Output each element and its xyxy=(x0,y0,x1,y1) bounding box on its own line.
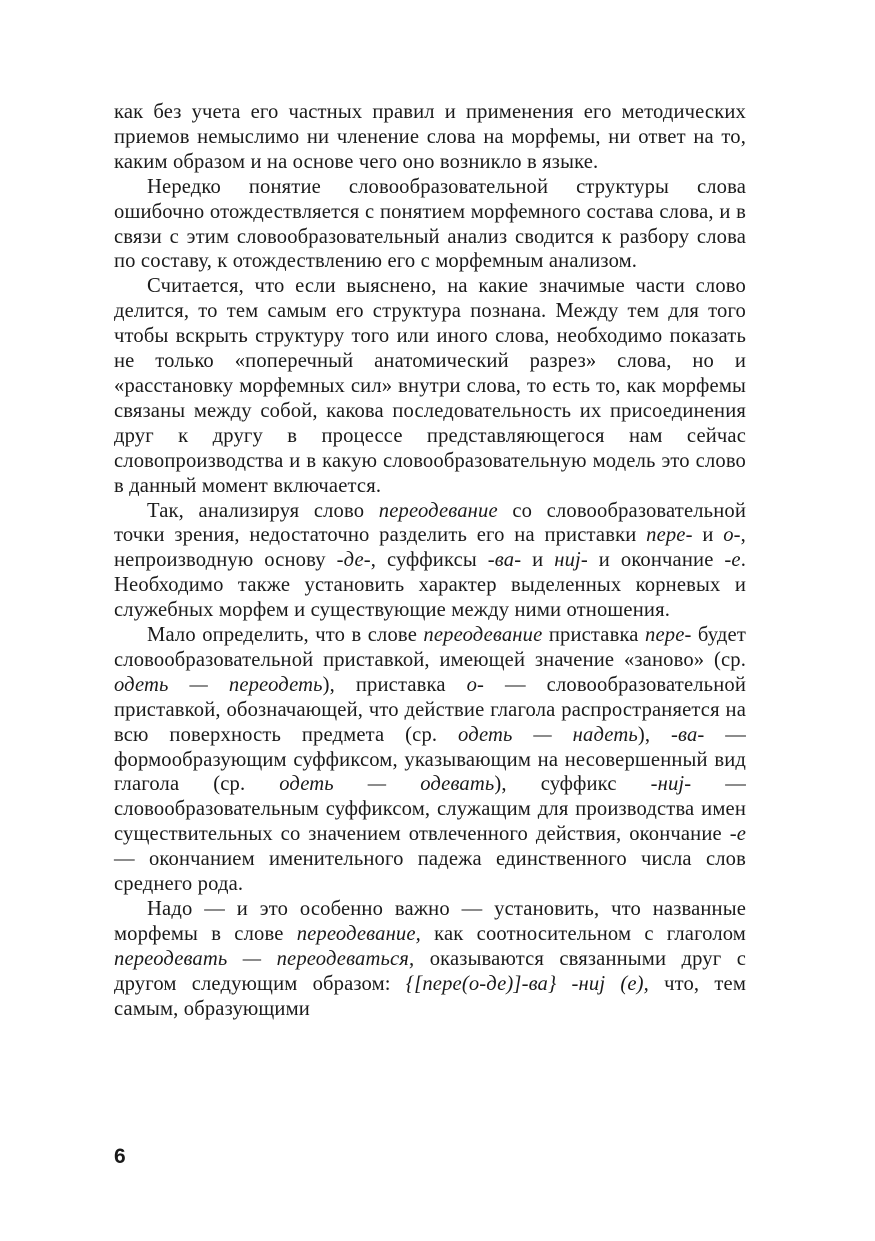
italic-term: переодевание xyxy=(423,624,543,647)
text-segment: — формообразующим суффиксом, указывающим на несовершенный вид глагола (ср. xyxy=(114,723,747,796)
page-number: 6 xyxy=(114,1145,126,1168)
text-segment: Нередко понятие словообразовательной структуры слова ошибочно отождествляется с понятием морфемного состава слова, и в связи с этим словообразовательный анализ сводится к разбору слова по составу, к отождествлению его с морфемным анализом. xyxy=(114,175,746,273)
text-segment: и xyxy=(692,524,724,547)
text-segment: и xyxy=(521,549,555,572)
text-segment: — словообразовательным суффиксом, служащим для производства имен существительных со значением отвлеченного действия, окончание xyxy=(114,773,747,846)
text-segment: . Необходимо также установить характер выделенных корневых и служебных морфем и существующие между ними отношения. xyxy=(114,549,747,622)
text-segment: как соотносительном с глаголом xyxy=(420,922,746,945)
text-segment: оказываются связанными друг с другом следующим образом: xyxy=(114,947,746,995)
italic-term: -е xyxy=(729,823,746,846)
text-segment: Считается, что если выяснено, на какие значимые части слово делится, то тем самым его структура познана. Между тем для того чтобы вскрыть структуру того или иного слова, необходимо показать не только «поперечный анатомический разрез» слова, но и «расстановку морфемных сил» внутри слова, то есть то, как морфемы связаны между собой, какова последовательность их присоединения друг к другу в процессе представляющегося нам сейчас словопроизводства и в какую словообразовательную модель это слово в данный момент включается. xyxy=(114,275,746,497)
text-segment: — словообразовательной приставкой, обозначающей, что действие глагола распространяется на всю поверхность предмета (ср. xyxy=(114,673,746,746)
text-segment: ), приставка xyxy=(322,673,467,696)
text-segment: будет словообразовательной приставкой, имеющей значение «заново» (ср. xyxy=(114,624,746,671)
italic-term: -ва- xyxy=(487,549,522,572)
text-segment: , непроизводную основу xyxy=(114,524,746,572)
text-segment: со словообразовательной точки зрения, недостаточно разделить его на приставки xyxy=(114,499,746,547)
paragraph-3 xyxy=(114,274,746,498)
text-segment: Мало определить, что в слове xyxy=(147,624,424,647)
italic-term: {[пере(о-де)]-ва} -нuj (е), xyxy=(405,972,649,995)
text-segment: приставка xyxy=(542,624,646,647)
italic-term: одеть — одевать xyxy=(279,773,495,796)
text-segment: Надо — и это особенно важно — установить, что названные морфемы в слове xyxy=(114,898,746,945)
text-segment: — окончанием именительного падежа единственного числа слов среднего рода. xyxy=(114,848,746,896)
italic-term: -ва- xyxy=(671,723,705,746)
italic-term: пере- xyxy=(646,524,693,547)
italic-term: о- xyxy=(466,673,485,696)
paragraph-6 xyxy=(114,897,746,1022)
italic-term: о- xyxy=(723,524,741,547)
text-segment: и окончание xyxy=(587,549,725,572)
italic-term: -нuj- xyxy=(650,773,692,796)
italic-term: одеть — переодеть xyxy=(114,673,323,696)
italic-term: пере- xyxy=(645,624,692,647)
text-segment: , суффиксы xyxy=(370,549,488,572)
text-segment: как без учета его частных правил и применения его методических приемов немыслимо ни членение слова на морфемы, ни ответ на то, каким образом и на основе чего оно возникло в языке. xyxy=(114,101,746,173)
paragraph-5 xyxy=(114,623,746,897)
text-segment: ), суффикс xyxy=(494,773,651,796)
italic-term: -де- xyxy=(336,549,371,572)
paragraph-4 xyxy=(114,499,746,624)
paragraph-2 xyxy=(114,175,746,275)
italic-term: -е xyxy=(724,549,741,572)
italic-term: одеть — надеть xyxy=(458,723,638,746)
italic-term: переодевание xyxy=(378,499,498,522)
text-segment: что, тем самым, образующими xyxy=(114,972,746,1020)
paragraph-1 xyxy=(114,100,746,175)
italic-term: переодевание, xyxy=(296,922,421,945)
page-body xyxy=(114,100,746,1022)
italic-term: нuj- xyxy=(554,549,588,572)
italic-term: переодевать — переодеваться, xyxy=(114,947,415,970)
text-segment: Так, анализируя слово xyxy=(147,499,379,522)
text-segment: ), xyxy=(637,723,672,746)
